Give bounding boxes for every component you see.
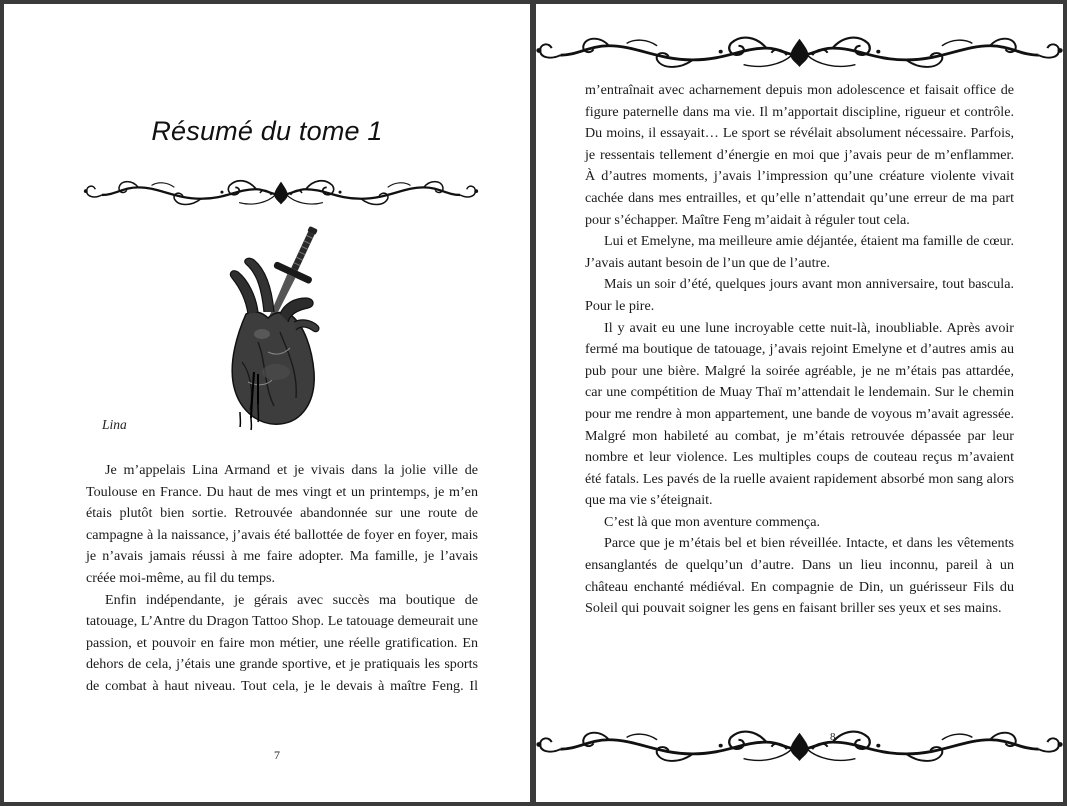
paragraph: Lui et Emelyne, ma meilleure amie déjantée, étaient ma famille de cœur. J’avais autant besoin de l’un que de l’autre.	[585, 233, 1014, 271]
heart-dagger-icon	[218, 222, 322, 436]
left-body-text	[86, 460, 478, 698]
illustration-caption: Lina	[102, 417, 127, 432]
paragraph: C’est là que mon aventure commença.	[604, 513, 821, 530]
paragraph: Il y avait eu une lune incroyable cette nuit-là, inoubliable. Après avoir fermé ma boutique de tatouage, j’avais rejoint Emelyne et d’autres amis au pub pour une bière. Malgré la soirée agréable, je ne m’étais pas attardée, car une compétition de Muay Thaï m’attendait le lendemain. Sur le chemin pour me rendre à mon appartement, une bande de voyous m’avait agressée. Malgré mon habileté au combat, je m’étais retrouvée dépassée par leur nombre et leur violence. Les multiples coups de couteau reçus m’avaient été fatals. Les pavés de la ruelle avaient rapidement absorbé mon sang alors que ma vie s’éteignait.	[585, 319, 1014, 509]
paragraph: m’entraînait avec acharnement depuis mon adolescence et faisait office de figure paternelle dans ma vie. Il m’apportait discipline, rigueur et contrôle. Du moins, il essayait… Le sport se révélait absolument nécessaire. Parfois, je ressentais tellement d’énergie en moi que j’avais peur de m’enflammer. À d’autres moments, j’avais l’impression qu’une créature violente vivait cachée dans mes entrailles, et qu’elle n’attendait qu’une erreur de ma part pour s’échapper. Maître Feng m’aidait à réguler tout cela.	[585, 82, 1014, 228]
page-number: 7	[274, 748, 280, 762]
right-page	[536, 4, 1063, 802]
flourish-ornament-icon	[81, 177, 481, 211]
paragraph: Parce que je m’étais bel et bien réveillée. Intacte, et dans les vêtements ensanglantés de quelqu’un d’autre. Dans un lieu inconnu, pareil à un château enchanté médiéval. En compagnie de Din, un guérisseur Fils du Soleil qui pouvait soigner les gens en faisant briller ses yeux et ses mains.	[585, 535, 1014, 617]
paragraph: Je m’appelais Lina Armand et je vivais dans la jolie ville de Toulouse en France. Du haut de mes vingt et un printemps, je m’en étais plutôt bien sortie. Retrouvée abandonnée sur une route de campagne à la naissance, j’avais été ballottée de foyer en foyer, mais je n’avais jamais réussi à me faire adopter. Ma famille, je l’avais créée moi-même, au fil du temps.	[86, 462, 478, 586]
page-number: 8	[830, 731, 836, 743]
flourish-ornament-icon	[536, 728, 1063, 768]
flourish-ornament-icon	[536, 34, 1063, 74]
paragraph: Enfin indépendante, je gérais avec succès ma boutique de tatouage, L’Antre du Dragon Tattoo Shop. Le tatouage demeurait une passion, et pouvoir en faire mon métier, une réelle gratification. En dehors de cela, j’étais une grande sportive, et je pratiquais les sports de combat à haut niveau. Tout cela, je le devais à maître Feng. Il	[86, 591, 478, 694]
left-page	[4, 4, 530, 802]
paragraph: Mais un soir d’été, quelques jours avant mon anniversaire, tout bascula. Pour le pire.	[585, 276, 1014, 314]
right-body-text	[585, 80, 1014, 620]
chapter-title: Résumé du tome 1	[151, 116, 383, 146]
